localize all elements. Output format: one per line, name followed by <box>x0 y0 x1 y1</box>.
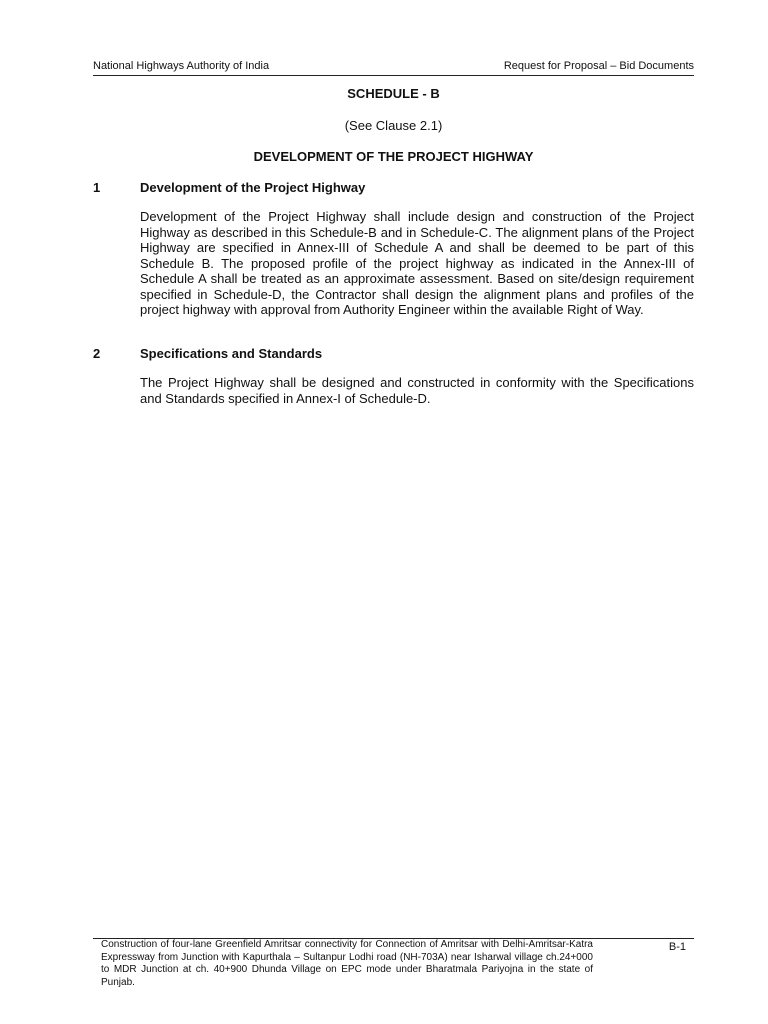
header-organization: National Highways Authority of India <box>93 60 270 72</box>
section-1-heading: Development of the Project Highway <box>140 180 366 195</box>
page-number: B-1 <box>668 941 686 953</box>
section-2-paragraph: The Project Highway shall be designed and constructed in conformity with the Specifications and Standards specified in Annex-I of Schedule-D. <box>140 375 694 406</box>
section-1-number: 1 <box>93 180 101 195</box>
schedule-title: SCHEDULE - B <box>347 86 440 101</box>
header-document-type: Request for Proposal – Bid Documents <box>503 60 694 72</box>
section-1-paragraph: Development of the Project Highway shall include design and construction of the Project Highway as described in this Schedule-B and in Schedule-C. The alignment plans of the Project Highway are specified in Annex-III of Schedule A and shall be deemed to be part of this Schedule B. The proposed profile of the project highway as indicated in the Annex-III of Schedule A shall be treated as an approximate assessment. Based on site/design requirement specified in Schedule-D, the Contractor shall design the alignment plans and profiles of the project highway with approval from Authority Engineer within the available Right of Way. <box>140 209 694 317</box>
section-2-number: 2 <box>93 346 101 361</box>
footer-project-description: Construction of four-lane Greenfield Amritsar connectivity for Connection of Amritsar with Delhi-Amritsar-Katra Expressway from Junction with Kapurthala – Sultanpur Lodhi road (NH-703A) near Isharwal village ch.24+000 to MDR Junction at ch. 40+900 Dhunda Village on EPC mode under Bharatmala Pariyojna in the state of Punjab. <box>101 939 593 988</box>
section-main-heading: DEVELOPMENT OF THE PROJECT HIGHWAY <box>253 149 534 164</box>
clause-reference: (See Clause 2.1) <box>344 118 443 133</box>
page-header <box>93 60 694 76</box>
section-2-heading: Specifications and Standards <box>140 346 323 361</box>
